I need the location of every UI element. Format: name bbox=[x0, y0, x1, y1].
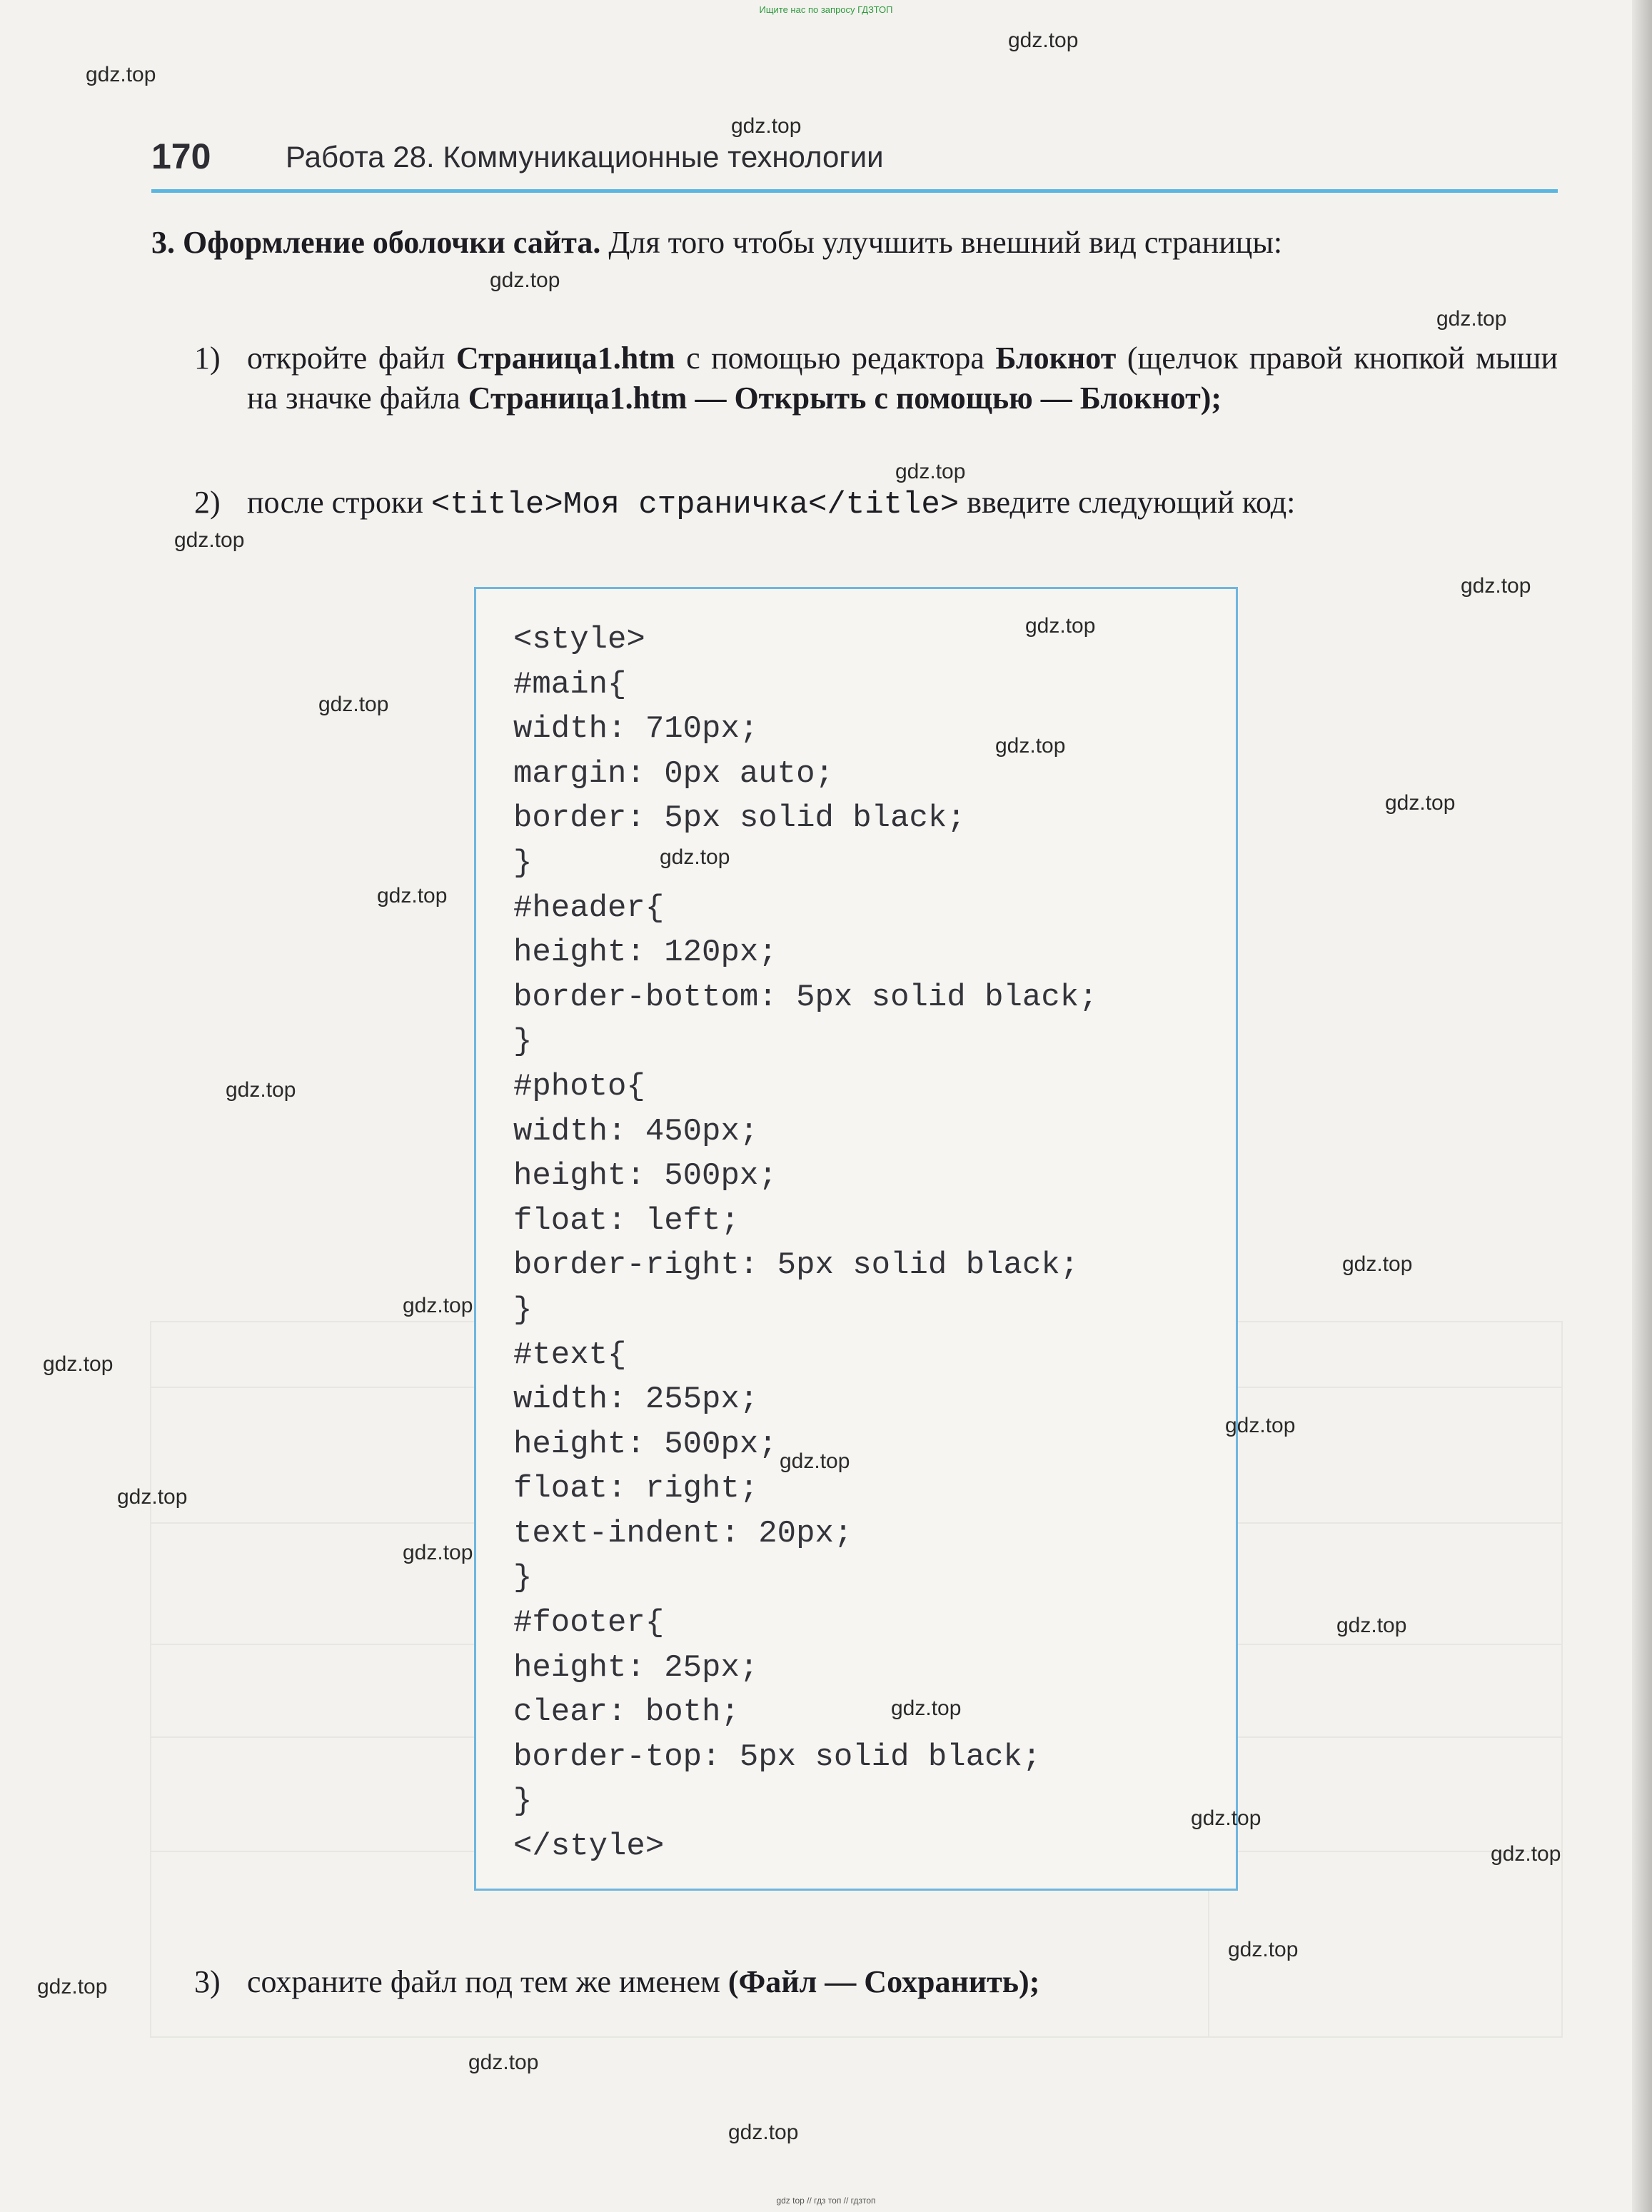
watermark-label: gdz.top bbox=[1342, 1252, 1413, 1276]
watermark-label: gdz.top bbox=[490, 268, 560, 292]
code-line: border: 5px solid black; bbox=[513, 800, 966, 837]
step-3-number: 3. bbox=[151, 225, 175, 260]
code-line: #header{ bbox=[513, 890, 665, 926]
code-line: height: 500px; bbox=[513, 1158, 777, 1195]
watermark-label: gdz.top bbox=[377, 884, 448, 908]
file-name-page1: Страница1.htm bbox=[455, 341, 675, 376]
substep-2-number: 2) bbox=[194, 485, 221, 520]
watermark-label: gdz.top bbox=[1025, 614, 1096, 638]
code-line: margin: 0px auto; bbox=[513, 755, 834, 792]
page-number: 170 bbox=[151, 136, 211, 176]
step-3-text: Для того чтобы улучшить внешний вид страницы: bbox=[600, 225, 1283, 260]
code-line: #text{ bbox=[513, 1337, 627, 1373]
step-3-title: Оформление оболочки сайта. bbox=[183, 225, 601, 260]
code-line: #main{ bbox=[513, 666, 627, 703]
code-line: border-top: 5px solid black; bbox=[513, 1739, 1042, 1775]
code-line: width: 710px; bbox=[513, 711, 759, 748]
substep-1-number: 1) bbox=[194, 341, 221, 376]
code-line: } bbox=[513, 1292, 533, 1328]
substep-2-text-a: после строки bbox=[247, 485, 431, 520]
watermark-label: gdz.top bbox=[1008, 29, 1079, 52]
code-line: height: 120px; bbox=[513, 935, 777, 971]
code-line: </style> bbox=[513, 1829, 665, 1865]
watermark-label: gdz.top bbox=[174, 528, 245, 552]
substep-1-text bbox=[247, 338, 1558, 418]
watermark-label: gdz.top bbox=[891, 1696, 962, 1720]
code-line: clear: both; bbox=[513, 1694, 740, 1731]
substep-3-number: 3) bbox=[194, 1964, 221, 1999]
css-code-listing bbox=[513, 618, 1098, 1869]
substep-1-text-b: с помощью редактора bbox=[675, 341, 996, 376]
running-title: Работа 28. Коммуникационные технологии bbox=[286, 140, 884, 174]
code-line: <style> bbox=[513, 622, 645, 658]
code-line: border-right: 5px solid black; bbox=[513, 1247, 1079, 1284]
watermark-label: gdz.top bbox=[403, 1541, 473, 1564]
watermark-label: gdz.top bbox=[1491, 1842, 1561, 1866]
substep-1-text-a: откройте файл bbox=[247, 341, 456, 376]
watermark-label: gdz.top bbox=[731, 114, 802, 138]
site-note: Ищите нас по запросу ГДЗТОП bbox=[759, 4, 893, 15]
watermark-label: gdz.top bbox=[660, 845, 730, 869]
substep-3-text bbox=[247, 1962, 1558, 2002]
page-header bbox=[151, 136, 1558, 179]
watermark-label: gdz.top bbox=[226, 1078, 296, 1102]
watermark-label: gdz.top bbox=[43, 1352, 114, 1376]
editor-name: Блокнот bbox=[995, 341, 1117, 376]
code-line: } bbox=[513, 1560, 533, 1597]
watermark-label: gdz.top bbox=[86, 63, 156, 86]
watermark-label: gdz.top bbox=[995, 734, 1066, 758]
css-code-box bbox=[474, 587, 1238, 1891]
code-line: } bbox=[513, 845, 533, 881]
footer-note: gdz top // гдз топ // гдзтоп bbox=[776, 2196, 876, 2206]
watermark-label: gdz.top bbox=[1228, 1938, 1299, 1961]
watermark-label: gdz.top bbox=[780, 1449, 850, 1473]
watermark-label: gdz.top bbox=[728, 2121, 799, 2144]
substep-1-text-c: (щелчок правой кнопкой мыши на значке файла bbox=[247, 341, 1558, 416]
save-command: (Файл — Сохранить); bbox=[727, 1964, 1040, 1999]
page-edge-shadow bbox=[1632, 0, 1652, 2212]
watermark-label: gdz.top bbox=[403, 1294, 473, 1317]
code-line: width: 255px; bbox=[513, 1382, 759, 1418]
step-3-heading bbox=[151, 223, 1558, 263]
code-line: border-bottom: 5px solid black; bbox=[513, 979, 1098, 1015]
code-line: height: 25px; bbox=[513, 1649, 759, 1686]
watermark-label: gdz.top bbox=[318, 693, 389, 716]
substep-2-text-b: введите следующий код: bbox=[959, 485, 1296, 520]
watermark-label: gdz.top bbox=[1385, 791, 1456, 815]
substep-3-text-a: сохраните файл под тем же именем bbox=[247, 1964, 728, 1999]
title-tag-code: <title>Моя страничка</title> bbox=[430, 487, 960, 523]
watermark-label: gdz.top bbox=[117, 1485, 188, 1509]
watermark-label: gdz.top bbox=[1336, 1614, 1407, 1637]
code-line: } bbox=[513, 1784, 533, 1820]
code-line: text-indent: 20px; bbox=[513, 1515, 853, 1552]
substep-2-text bbox=[247, 483, 1558, 525]
watermark-label: gdz.top bbox=[1191, 1806, 1261, 1830]
code-line: height: 500px; bbox=[513, 1426, 777, 1462]
code-line: #photo{ bbox=[513, 1068, 645, 1105]
code-line: } bbox=[513, 1024, 533, 1060]
watermark-label: gdz.top bbox=[1225, 1414, 1296, 1437]
substep-1-command-path: Страница1.htm — Открыть с помощью — Блокнот); bbox=[468, 381, 1222, 416]
watermark-label: gdz.top bbox=[37, 1975, 108, 1999]
code-line: width: 450px; bbox=[513, 1113, 759, 1150]
code-line: float: right; bbox=[513, 1471, 759, 1507]
code-line: #footer{ bbox=[513, 1605, 665, 1642]
watermark-label: gdz.top bbox=[468, 2051, 539, 2074]
watermark-label: gdz.top bbox=[1436, 307, 1507, 331]
header-rule bbox=[151, 189, 1558, 193]
watermark-label: gdz.top bbox=[1461, 574, 1531, 598]
watermark-label: gdz.top bbox=[895, 460, 966, 483]
code-line: float: left; bbox=[513, 1202, 740, 1239]
